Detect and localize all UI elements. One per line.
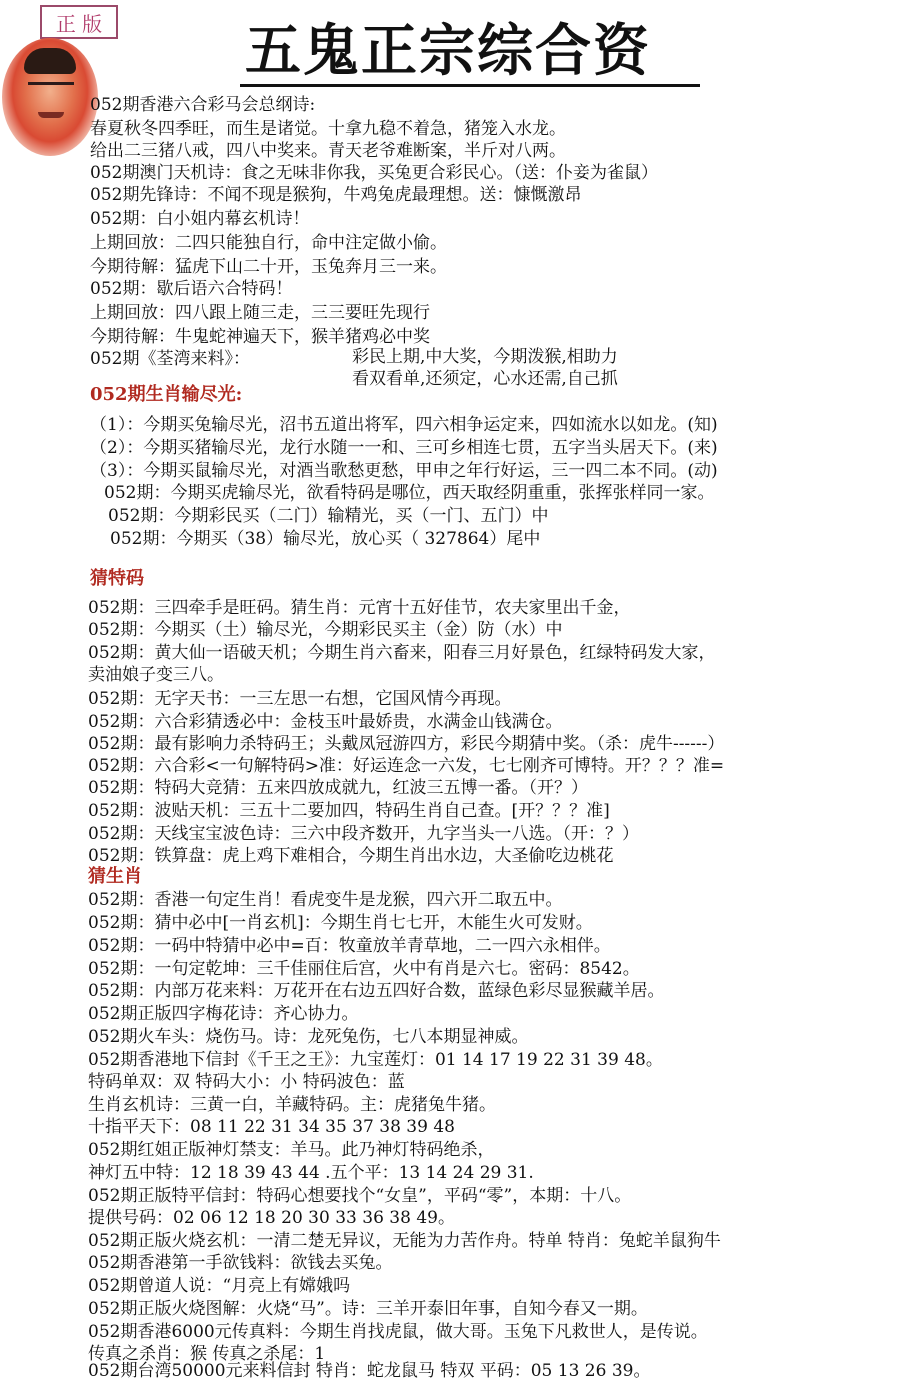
text-line: 上期回放：二四只能独自行，命中注定做小偷。 — [90, 233, 447, 253]
text-line: 052期红姐正版神灯禁支：羊马。此乃神灯特码绝杀， — [88, 1140, 495, 1160]
text-line: 052期正版四字梅花诗：齐心协力。 — [88, 1004, 359, 1024]
official-version-badge: 正 版 — [40, 5, 118, 39]
text-line: 卖油娘子变三八。 — [88, 665, 224, 685]
text-line: 052期：今期买（土）输尽光，今期彩民买主（金）防（水）中 — [88, 620, 563, 640]
text-line: 春夏秋冬四季旺，而生是诸觉。十拿九稳不着急，猪笼入水龙。 — [90, 119, 566, 139]
text-line: （1）：今期买兔输尽光，沼书五道出将军，四六相争运定来，四如流水以如龙。(知) — [90, 415, 718, 435]
text-line: 052期香港第一手欲钱料：欲钱去买兔。 — [88, 1253, 393, 1273]
text-line: 052期香港6000元传真料：今期生肖找虎鼠，做大哥。玉兔下凡救世人，是传说。 — [88, 1322, 708, 1342]
text-line: 052期火车头：烧伤马。诗：龙死兔伤，七八本期显神威。 — [88, 1027, 529, 1047]
text-line: 052期：天线宝宝波色诗：三六中段齐数开，九字当头一八选。（开：？） — [88, 824, 639, 844]
text-line: 052期正版火烧玄机：一清二楚无异议，无能为力苦作舟。特单 特肖：兔蛇羊鼠狗牛 — [88, 1231, 721, 1251]
text-line: 052期：三四牵手是旺码。猜生肖：元宵十五好佳节，农夫家里出千金， — [88, 598, 631, 618]
text-line: 彩民上期,中大奖，今期泼猴,相助力 — [352, 347, 618, 367]
text-line: 052期香港地下信封《千王之王》：九宝莲灯：01 14 17 19 22 31 39 48。 — [88, 1050, 663, 1070]
text-line: 给出二三猪八戒，四八中奖来。青天老爷难断案，半斤对八两。 — [90, 141, 566, 161]
text-line: （2）：今期买猪输尽光，龙行水随一一和、三可乡相连七贯，五字当头居天下。(来) — [90, 438, 718, 458]
text-line: 052期：六合彩<一句解特码>准：好运连念一六发，七七刚齐可博特。开？？？准= — [88, 756, 725, 776]
text-line: 今期待解：猛虎下山二十开，玉兔奔月三一来。 — [90, 257, 447, 277]
text-line: 特码单双：双 特码大小：小 特码波色：蓝 — [88, 1072, 405, 1092]
text-line: 052期先锋诗：不闻不现是猴狗，牛鸡兔虎最理想。送：慷慨激昂 — [90, 185, 582, 205]
text-line: 052期：今期买虎输尽光，欲看特码是哪位，西天取经阴重重，张挥张样同一家。 — [104, 483, 715, 503]
text-line: 052期：一码中特猜中必中=百：牧童放羊青草地，二一四六永相伴。 — [88, 936, 611, 956]
text-line: 052期香港六合彩马会总纲诗: — [90, 95, 316, 115]
text-line: 052期：内部万花来料：万花开在右边五四好合数，蓝绿色彩尽显猴藏羊居。 — [88, 981, 665, 1001]
text-line: 052期：六合彩猜透必中：金枝玉叶最娇贵，水满金山钱满仓。 — [88, 712, 563, 732]
text-line: 看双看单,还须定，心水还需,自己抓 — [352, 369, 618, 389]
text-line: 神灯五中特：12 18 39 43 44 .五个平：13 14 24 29 31. — [88, 1163, 534, 1183]
text-line: 052期《荃湾来料》： — [90, 349, 250, 369]
text-line: 052期台湾50000元来料信封 特肖：蛇龙鼠马 特双 平码：05 13 26 39。 — [88, 1361, 651, 1381]
text-line: 十指平天下：08 11 22 31 34 35 37 38 39 48 — [88, 1117, 455, 1137]
text-line: 052期澳门天机诗：食之无味非你我，买兔更合彩民心。（送：仆妾为雀鼠） — [90, 163, 658, 183]
text-line: 052期：波贴天机：三五十二要加四，特码生肖自己查。[开？？？准] — [88, 801, 610, 821]
section-heading-guess-number: 猜特码 — [90, 568, 144, 589]
text-line: 052期曾道人说：“月亮上有嫦娥吗 — [88, 1276, 351, 1296]
text-line: 052期：猜中必中[一肖玄机]：今期生肖七七开，木能生火可发财。 — [88, 913, 593, 933]
text-line: 传真之杀肖：猴 传真之杀尾：1 — [88, 1344, 326, 1364]
text-line: 052期：今期买（38）输尽光，放心买（ 327864）尾中 — [110, 529, 541, 549]
text-line: 上期回放：四八跟上随三走，三三要旺先现行 — [90, 303, 430, 323]
text-line: 052期：今期彩民买（二门）输精光，买（一门、五门）中 — [108, 506, 549, 526]
text-line: 今期待解：牛鬼蛇神遍天下，猴羊猪鸡必中奖 — [90, 327, 430, 347]
text-line: 052期正版特平信封：特码心想要找个“女皇”，平码“零”，本期：十八。 — [88, 1186, 632, 1206]
text-line: 052期：铁算盘：虎上鸡下难相合，今期生肖出水边，大圣偷吃边桃花 — [88, 846, 614, 866]
text-line: 052期：白小姐内幕玄机诗！ — [90, 209, 310, 229]
section-heading-guess-zodiac: 猜生肖 — [88, 866, 142, 887]
text-line: 052期：一句定乾坤：三千佳丽住后宫，火中有肖是六七。密码：8542。 — [88, 959, 640, 979]
text-line: 052期：歇后语六合特码！ — [90, 279, 293, 299]
text-line: 052期：特码大竞猜：五来四放成就九，红波三五博一番。（开？） — [88, 778, 588, 798]
text-line: 生肖玄机诗：三黄一白，羊藏特码。主：虎猪兔牛猪。 — [88, 1095, 496, 1115]
text-line: 提供号码：02 06 12 18 20 30 33 36 38 49。 — [88, 1208, 455, 1228]
section-heading-zodiac-loss: 052期生肖输尽光: — [90, 384, 243, 405]
page-title: 五鬼正宗综合资 — [245, 19, 651, 84]
text-line: （3）：今期买鼠输尽光，对酒当歌愁更愁，甲申之年行好运，三一四二本不同。(动) — [90, 461, 718, 481]
text-line: 052期：黄大仙一语破天机；今期生肖六畜来，阳春三月好景色，红绿特码发大家， — [88, 643, 716, 663]
text-line: 052期：无字天书：一三左思一右想，它国风情今再现。 — [88, 689, 512, 709]
text-line: 052期：香港一句定生肖！看虎变牛是龙猴，四六开二取五中。 — [88, 890, 563, 910]
text-line: 052期正版火烧图解：火烧“马”。诗：三羊开泰旧年事，自知今春又一期。 — [88, 1299, 648, 1319]
text-line: 052期：最有影响力杀特码王；头戴凤冠游四方，彩民今期猜中奖。（杀：虎牛------） — [88, 734, 725, 754]
